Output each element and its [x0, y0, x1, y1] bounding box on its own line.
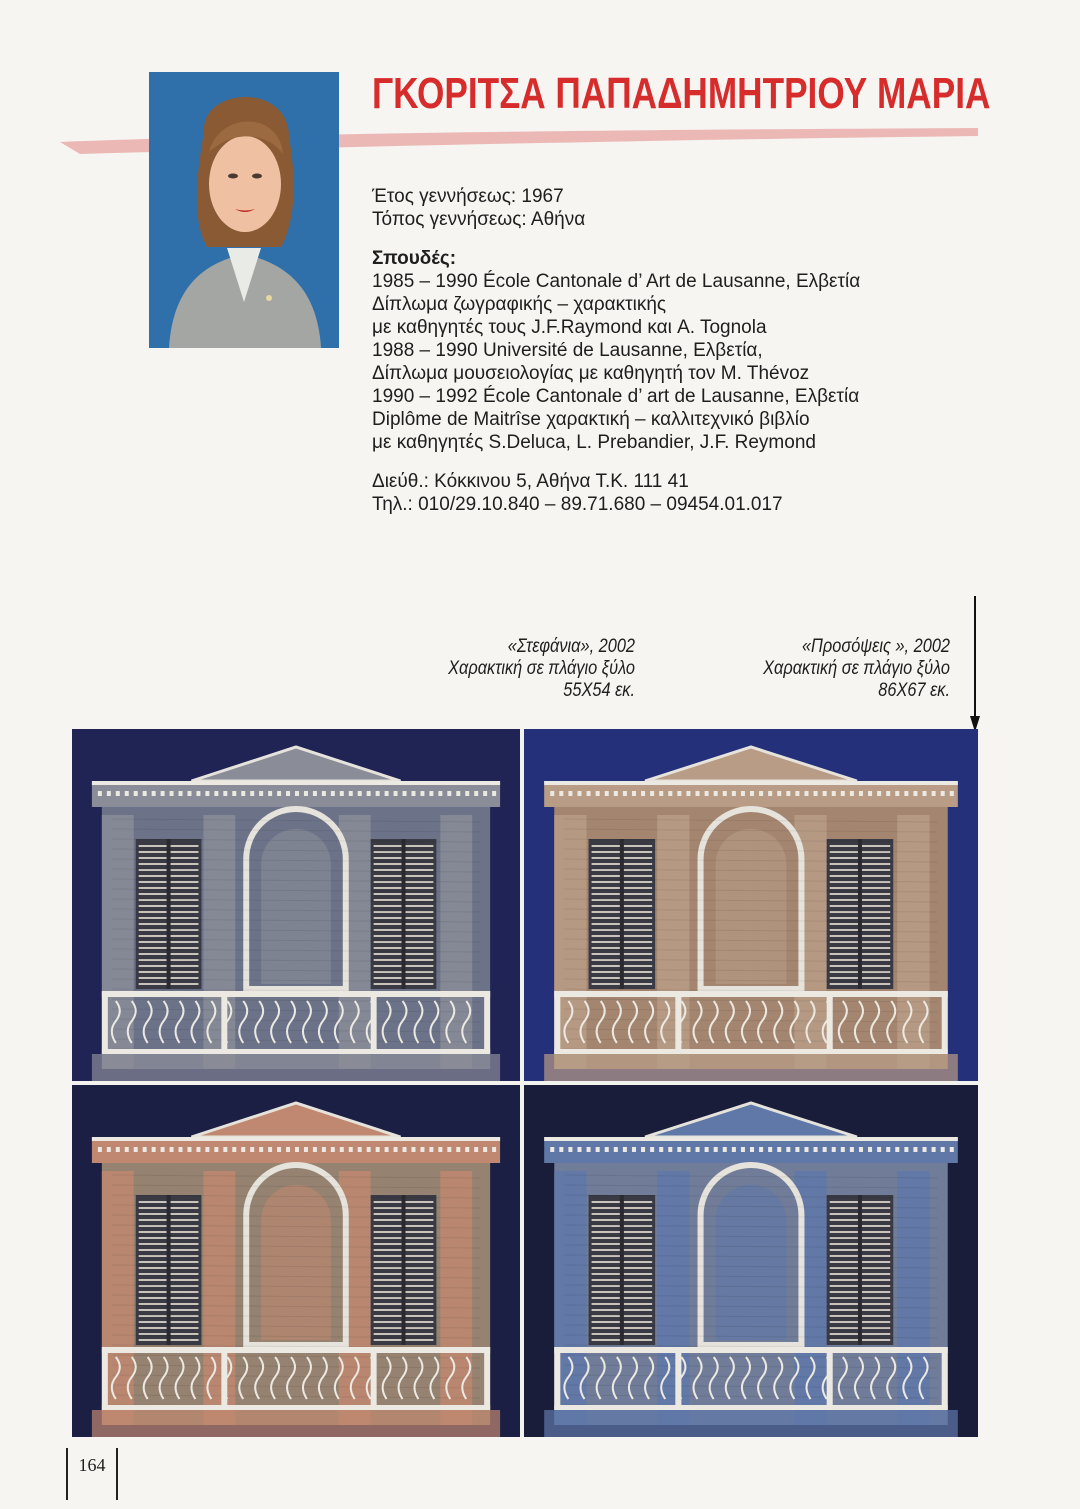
- facade-print-panel: [72, 729, 520, 1081]
- facade-print-panel: [72, 1085, 520, 1437]
- studies-line: Δίπλωμα ζωγραφικής – χαρακτικής: [372, 294, 667, 315]
- page-number: 164: [66, 1448, 118, 1500]
- artwork-caption-2: [726, 636, 950, 702]
- studies-line: με καθηγητές S.Deluca, L. Prebandier, J.F. Reymond: [372, 432, 816, 453]
- birth-year: Έτος γεννήσεως: 1967: [372, 186, 564, 207]
- facade-print-panel: [524, 729, 978, 1081]
- artwork-technique: Χαρακτική σε πλάγιο ξύλο: [448, 658, 635, 679]
- artwork-size: 86Χ67 εκ.: [878, 680, 950, 701]
- artwork-technique: Χαρακτική σε πλάγιο ξύλο: [763, 658, 950, 679]
- artwork-title: «Προσόψεις », 2002: [801, 636, 950, 657]
- studies-line: 1985 – 1990 École Cantonale d’ Art de Lausanne, Ελβετία: [372, 271, 861, 292]
- artist-name: ΓΚΟΡΙΤΣΑ ΠΑΠΑΔΗΜΗΤΡΙΟΥ ΜΑΡΙΑ: [372, 69, 991, 118]
- studies-heading: Σπουδές:: [372, 248, 457, 269]
- studies-line: 1988 – 1990 Université de Lausanne, Ελβετία,: [372, 340, 763, 361]
- studies-line: με καθηγητές τους J.F.Raymond και A. Tognola: [372, 317, 767, 338]
- artist-portrait: [149, 72, 339, 348]
- facade-print-panel: [524, 1085, 978, 1437]
- birth-place: Τόπος γεννήσεως: Αθήνα: [372, 209, 586, 230]
- artwork-title: «Στεφάνια», 2002: [507, 636, 635, 657]
- phone: Τηλ.: 010/29.10.840 – 89.71.680 – 09454.01.017: [372, 494, 783, 515]
- address: Διεύθ.: Κόκκινου 5, Αθήνα Τ.Κ. 111 41: [372, 471, 689, 492]
- artwork-caption-1: [411, 636, 635, 702]
- artist-bio: [372, 185, 1012, 516]
- studies-line: Δίπλωμα μουσειολογίας με καθηγητή τον M. Thévoz: [372, 363, 810, 384]
- studies-line: 1990 – 1992 École Cantonale d’ art de Lausanne, Ελβετία: [372, 386, 860, 407]
- arrow-down-icon: [966, 596, 984, 732]
- artwork-size: 55Χ54 εκ.: [563, 680, 635, 701]
- artwork-grid: [72, 729, 978, 1437]
- studies-line: Diplôme de Maitrîse χαρακτική – καλλιτεχνικό βιβλίο: [372, 409, 810, 430]
